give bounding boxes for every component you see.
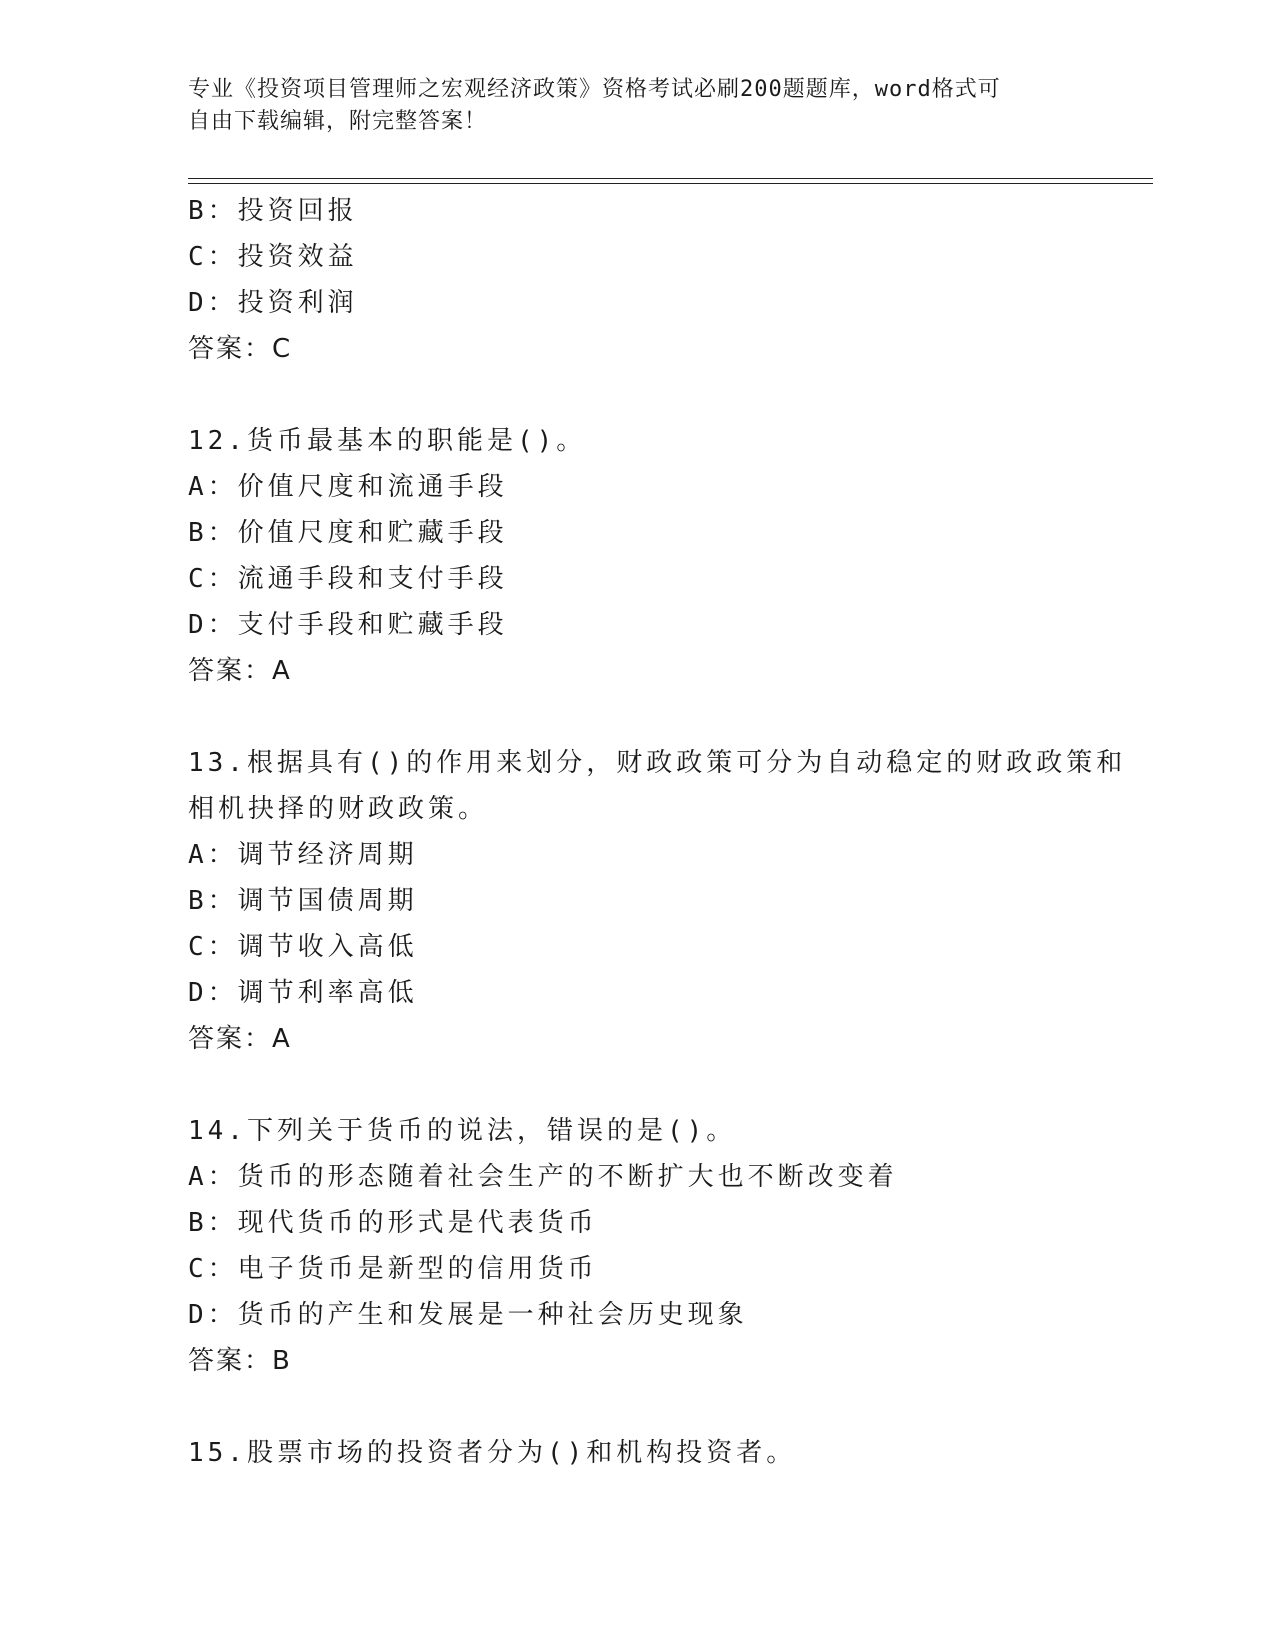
option-b: B：价值尺度和贮藏手段 xyxy=(188,518,508,548)
question-stem: 15.股票市场的投资者分为()和机构投资者。 xyxy=(188,1438,797,1468)
question-stem: 13.根据具有()的作用来划分，财政政策可分为自动稳定的财政政策和 xyxy=(188,748,1127,778)
option-b: B：投资回报 xyxy=(188,196,358,226)
answer-line: 答案：A xyxy=(188,1024,292,1054)
option-d: D：投资利润 xyxy=(188,288,358,318)
question-block-12 xyxy=(188,418,1088,694)
option-d: D：支付手段和贮藏手段 xyxy=(188,610,508,640)
option-a: A：货币的形态随着社会生产的不断扩大也不断改变着 xyxy=(188,1162,898,1192)
document-header xyxy=(188,74,1088,138)
option-d: D：调节利率高低 xyxy=(188,978,418,1008)
answer-line: 答案：C xyxy=(188,334,293,364)
option-b: B：现代货币的形式是代表货币 xyxy=(188,1208,598,1238)
option-c: C：投资效益 xyxy=(188,242,358,272)
question-list xyxy=(188,188,1127,1476)
spacer xyxy=(188,1062,1088,1108)
header-divider-bottom xyxy=(188,183,1153,184)
spacer xyxy=(188,1384,1088,1430)
option-a: A：价值尺度和流通手段 xyxy=(188,472,508,502)
option-b: B：调节国债周期 xyxy=(188,886,418,916)
answer-line: 答案：A xyxy=(188,656,292,686)
option-c: C：流通手段和支付手段 xyxy=(188,564,508,594)
question-stem-continued: 相机抉择的财政政策。 xyxy=(188,794,489,824)
spacer xyxy=(188,694,1088,740)
question-stem: 14.下列关于货币的说法，错误的是()。 xyxy=(188,1116,737,1146)
header-divider-top xyxy=(188,178,1153,179)
option-c: C：电子货币是新型的信用货币 xyxy=(188,1254,598,1284)
question-block-15 xyxy=(188,1430,1088,1476)
question-block-14 xyxy=(188,1108,1088,1384)
option-d: D：货币的产生和发展是一种社会历史现象 xyxy=(188,1300,748,1330)
answer-line: 答案：B xyxy=(188,1346,292,1376)
question-stem: 12.货币最基本的职能是()。 xyxy=(188,426,587,456)
option-a: A：调节经济周期 xyxy=(188,840,418,870)
question-block-13 xyxy=(188,740,1127,1062)
spacer xyxy=(188,372,1088,418)
header-line-2: 自由下载编辑，附完整答案！ xyxy=(188,109,488,134)
question-block-continued xyxy=(188,188,1088,372)
option-c: C：调节收入高低 xyxy=(188,932,418,962)
header-line-1: 专业《投资项目管理师之宏观经济政策》资格考试必刷200题题库，word格式可 xyxy=(188,77,1001,102)
